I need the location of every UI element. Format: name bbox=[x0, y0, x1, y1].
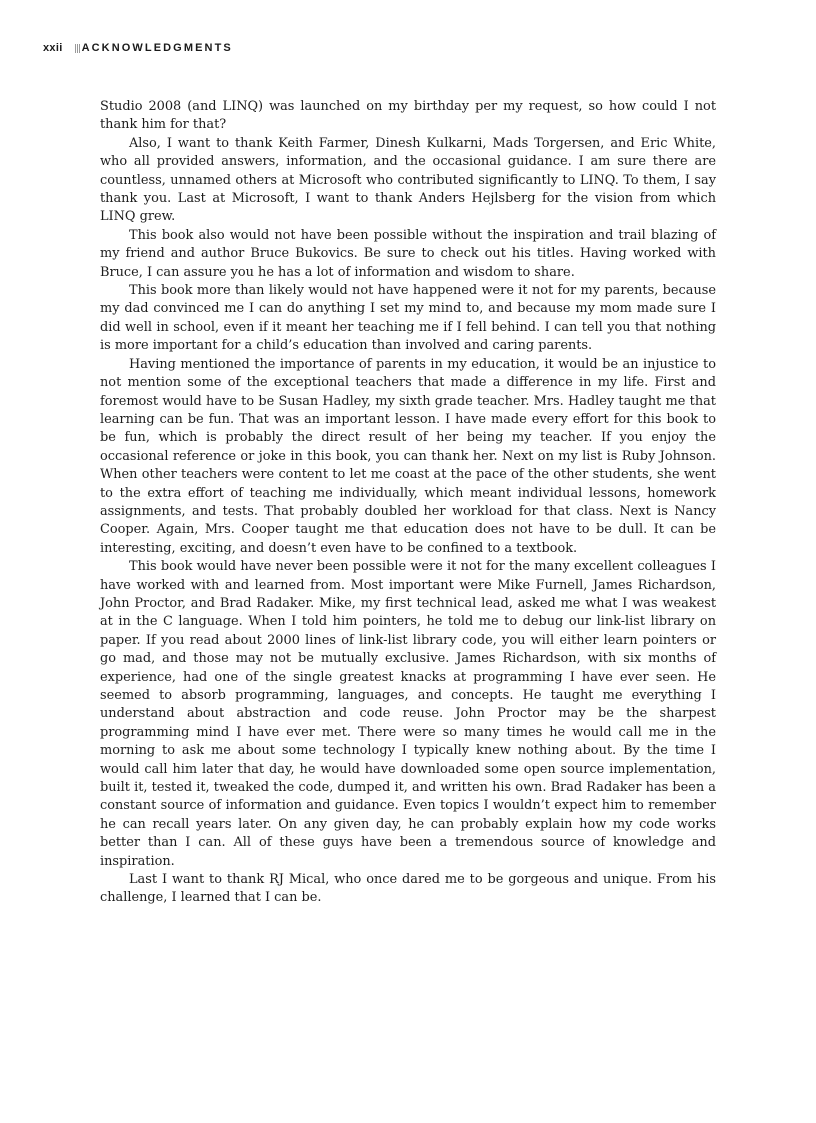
paragraph: Also, I want to thank Keith Farmer, Dinesh Kulkarni, Mads Torgersen, and Eric White, who all provided answers, information, and the occasional guidance. I am sure there are countless, unnamed others at Microsoft who contributed significantly to LINQ. To them, I say thank you. Last at Microsoft, I want to thank Anders Hejlsberg for the vision from which LINQ grew. bbox=[100, 135, 716, 225]
running-header bbox=[43, 42, 233, 54]
paragraph: This book more than likely would not have happened were it not for my parents, because my dad convinced me I can do anything I set my mind to, and because my mom made sure I did well in school, even if it meant her teaching me if I fell behind. I can tell you that nothing is more important for a child’s education than involved and caring parents. bbox=[100, 283, 716, 354]
running-head-title: ACKNOWLEDGMENTS bbox=[81, 42, 233, 54]
paragraph: Last I want to thank RJ Mical, who once dared me to be gorgeous and unique. From his challenge, I learned that I can be. bbox=[100, 872, 716, 906]
paragraph: Studio 2008 (and LINQ) was launched on my birthday per my request, so how could I not thank him for that? bbox=[100, 99, 716, 133]
paragraph: This book also would not have been possible without the inspiration and trail blazing of my friend and author Bruce Bukovics. Be sure to check out his titles. Having worked with Bruce, I can assure you he has a lot of information and wisdom to share. bbox=[100, 227, 716, 280]
paragraph: This book would have never been possible were it not for the many excellent colleagues I have worked with and learned from. Most important were Mike Furnell, James Richardson, John Proctor, and Brad Radaker. Mike, my first technical lead, asked me what I was weakest at in the C language. When I told him pointers, he told me to debug our link-list library on paper. If you read about 2000 lines of link-list library code, you will either learn pointers or go mad, and those may not be mutually exclusive. James Richardson, with six months of experience, had one of the single greatest knacks at programming I have ever seen. He seemed to absorb programming, languages, and concepts. He taught me everything I understand about abstraction and code reuse. John Proctor may be the sharpest programming mind I have ever met. There were so many times he would call me in the morning to ask me about some technology I typically knew nothing about. By the time I would call him later that day, he would have downloaded some open source implementation, built it, tested it, tweaked the code, dumped it, and written his own. Brad Radaker has been a constant source of information and guidance. Even topics I wouldn’t expect him to remember he can recall years later. On any given day, he can probably explain how my code works better than I can. All of these guys have been a tremendous source of knowledge and inspiration. bbox=[100, 559, 716, 869]
header-ornament-icon bbox=[75, 44, 81, 53]
page-number: xxii bbox=[43, 42, 63, 54]
page-body bbox=[100, 98, 716, 908]
paragraph: Having mentioned the importance of parents in my education, it would be an injustice to not mention some of the exceptional teachers that made a difference in my life. First and foremost would have to be Susan Hadley, my sixth grade teacher. Mrs. Hadley taught me that learning can be fun. That was an important lesson. I have made every effort for this book to be fun, which is probably the direct result of her being my teacher. If you enjoy the occasional reference or joke in this book, you can thank her. Next on my list is Ruby Johnson. When other teachers were content to let me coast at the pace of the other students, she went to the extra effort of teaching me individually, which meant individual lessons, homework assignments, and tests. That probably doubled her workload for that class. Next is Nancy Cooper. Again, Mrs. Cooper taught me that education does not have to be dull. It can be interesting, exciting, and doesn’t even have to be confined to a textbook. bbox=[100, 356, 716, 556]
